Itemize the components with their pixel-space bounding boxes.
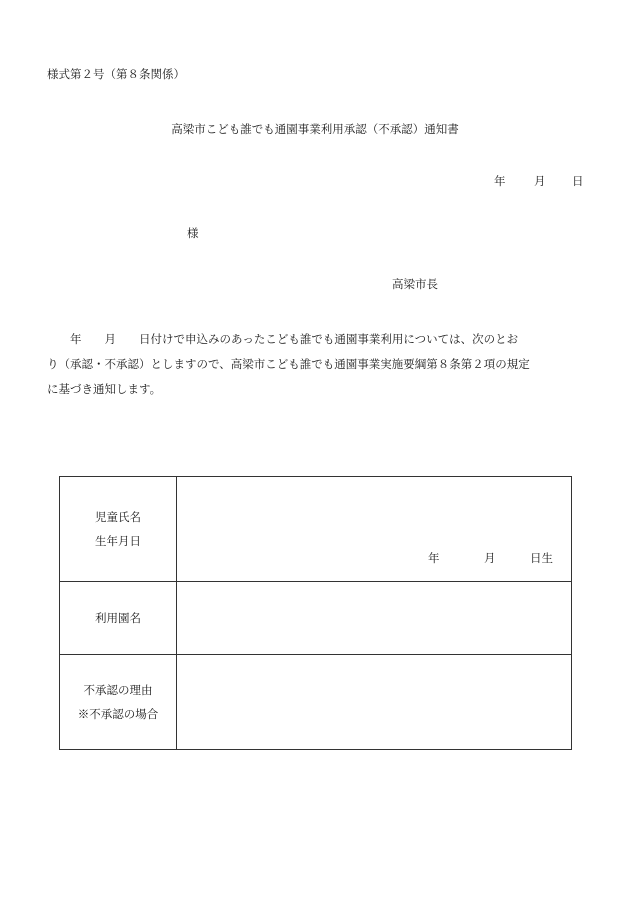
birth-date-fields (428, 550, 553, 566)
reason-label: 不承認の理由 (83, 683, 153, 697)
child-info-value-cell (177, 477, 571, 581)
issue-date (494, 173, 584, 189)
notice-body (47, 327, 584, 402)
reason-note: ※不承認の場合 (77, 707, 159, 721)
table-row-reason (60, 655, 571, 749)
facility-label-cell (60, 582, 177, 654)
birth-month-label: 月 (484, 551, 496, 565)
child-info-label-cell (60, 477, 177, 581)
date-day-label: 日 (572, 174, 584, 188)
body-line-1: 年 月 日付けで申込みのあったこども誰でも通園事業利用については、次のとお (47, 332, 519, 346)
table-row-facility (60, 582, 571, 655)
reason-value-cell (177, 655, 571, 749)
sender-title: 高梁市長 (392, 277, 438, 291)
table-row-child (60, 477, 571, 582)
birth-day-label: 日生 (530, 551, 553, 565)
notice-table (59, 476, 572, 750)
date-year-label: 年 (494, 174, 506, 188)
form-number: 様式第２号（第８条関係） (47, 67, 185, 81)
reason-label-cell (60, 655, 177, 749)
child-name-label: 児童氏名 (95, 510, 141, 524)
body-line-3: に基づき通知します。 (47, 382, 162, 396)
body-line-2: り（承認・不承認）としますので、高梁市こども誰でも通園事業実施要綱第８条第２項の規定 (47, 357, 530, 371)
addressee-honorific: 様 (187, 226, 199, 240)
document-title: 高梁市こども誰でも通園事業利用承認（不承認）通知書 (171, 122, 459, 136)
birth-date-label: 生年月日 (95, 534, 141, 548)
facility-label: 利用園名 (95, 611, 141, 625)
facility-value-cell (177, 582, 571, 654)
date-month-label: 月 (534, 174, 546, 188)
birth-year-label: 年 (428, 551, 440, 565)
